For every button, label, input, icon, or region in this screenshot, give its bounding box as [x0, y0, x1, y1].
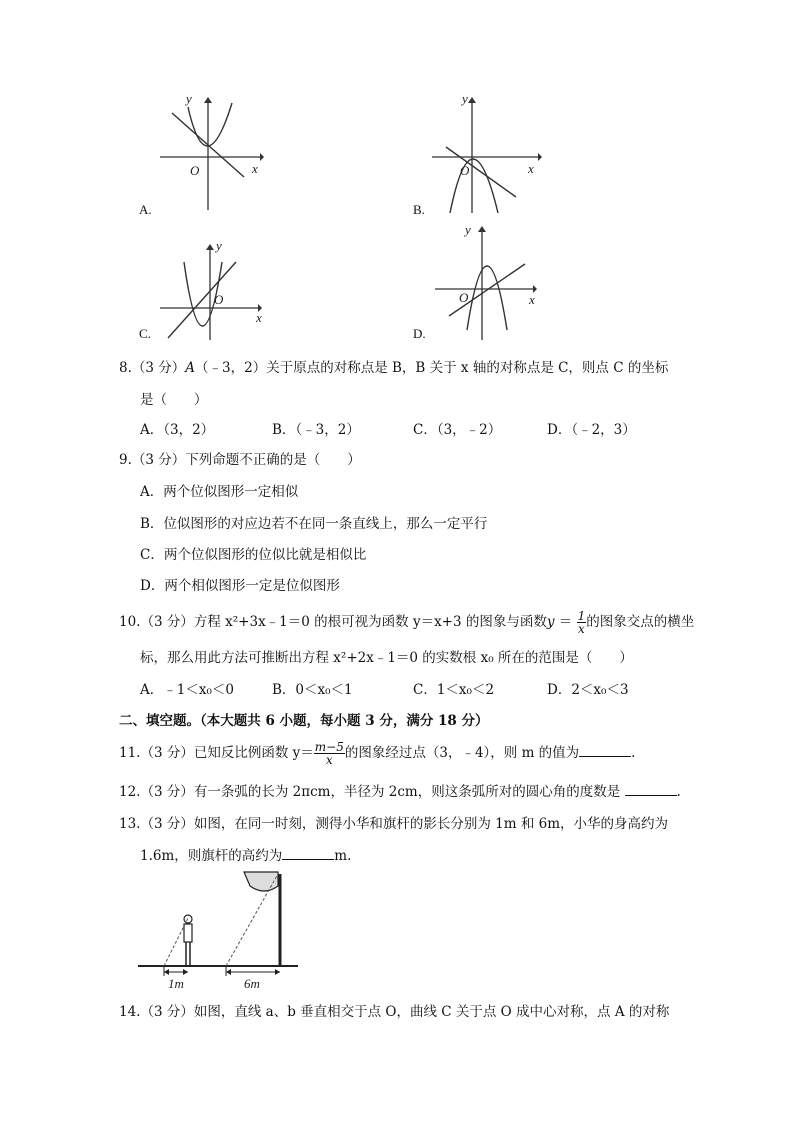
question-14-line1: 14.（3 分）如图，直线 a、b 垂直相交于点 O，曲线 C 关于点 O 成中心对称，点 A 的对称 [119, 1004, 670, 1020]
graph-a [160, 91, 270, 215]
question-10-line2: 标，那么用此方法可推断出方程 x²+2x﹣1＝0 的实数根 x₀ 所在的范围是（ ） [140, 650, 633, 666]
question-13-line2: 1.6m，则旗杆的高约为 m. [140, 848, 352, 864]
graph-b [432, 91, 542, 215]
origin-label: O [214, 292, 224, 307]
question-11: 11.（3 分）已知反比例函数 y＝ $\frac{m-5}{x}$ 的图象经过点（3，﹣4），则 m 的值为 . [119, 740, 636, 767]
fraction-m-minus-5-over-x: $\frac{m-5}{x}$ [314, 740, 344, 767]
question-8-line1: 8.（3 分）A（﹣3，2）关于原点的对称点是 B，B 关于 x 轴的对称点是 C，则点 C 的坐标 [119, 360, 669, 376]
graph-d [435, 222, 545, 342]
label-1m: 1m [168, 976, 184, 991]
question-9-stem: 9.（3 分）下列命题不正确的是（ ） [119, 452, 361, 468]
flagpole-shadow-figure [138, 866, 303, 996]
x-axis-label: x [252, 161, 258, 176]
y-axis-label: y [216, 238, 222, 253]
graph-c [160, 240, 270, 340]
origin-label: O [190, 163, 200, 178]
q8-option-d: D．（﹣2，3） [547, 422, 636, 438]
q10-option-c: C．1＜x₀＜2 [413, 682, 495, 698]
q10-option-a: A．﹣1＜x₀＜0 [140, 682, 234, 698]
q8-option-c: C．（3，﹣2） [413, 422, 502, 438]
fraction-1-over-x: $\frac{1}{x}$ [577, 609, 586, 636]
x-axis-label: x [528, 161, 534, 176]
option-d-label: D. [413, 326, 426, 341]
question-12: 12.（3 分）有一条弧的长为 2πcm，半径为 2cm，则这条弧所对的圆心角的度数是 . [119, 784, 681, 800]
x-axis-label: x [529, 292, 535, 307]
q9-option-d: D．两个相似图形一定是位似图形 [140, 578, 340, 594]
x-axis-label: x [256, 310, 262, 325]
answer-blank[interactable] [282, 847, 334, 860]
y-axis-label: y [186, 91, 192, 106]
label-6m: 6m [244, 976, 260, 991]
q10-option-b: B．0＜x₀＜1 [272, 682, 353, 698]
option-b-label: B. [413, 202, 425, 217]
question-8-line2: 是（ ） [140, 392, 208, 408]
answer-blank[interactable] [625, 783, 677, 796]
q10-option-d: D．2＜x₀＜3 [547, 682, 629, 698]
y-axis-label: y [465, 222, 471, 237]
q9-option-a: A．两个位似图形一定相似 [140, 484, 299, 500]
q9-option-b: B．位似图形的对应边若不在同一条直线上，那么一定平行 [140, 516, 488, 532]
answer-blank[interactable] [579, 744, 631, 757]
y-axis-label: y [462, 91, 468, 106]
q8-option-b: B．（﹣3，2） [272, 422, 360, 438]
section-2-heading: 二、填空题。（本大题共 6 小题，每小题 3 分，满分 18 分） [119, 713, 489, 729]
question-10-line1: 10.（3 分）方程 x²+3x﹣1＝0 的根可视为函数 y＝x+3 的图象与函数y ＝ $\frac{1}{x}$ 的图象交点的横坐 [119, 609, 695, 636]
origin-label: O [460, 163, 470, 178]
option-c-label: C. [139, 326, 151, 341]
question-13-line1: 13.（3 分）如图，在同一时刻，测得小华和旗杆的影长分别为 1m 和 6m，小华的身高约为 [119, 816, 669, 832]
option-a-label: A. [139, 202, 152, 217]
q9-option-c: C．两个位似图形的位似比就是相似比 [140, 547, 367, 563]
q8-option-a: A．（3，2） [140, 422, 215, 438]
origin-label: O [459, 290, 469, 305]
